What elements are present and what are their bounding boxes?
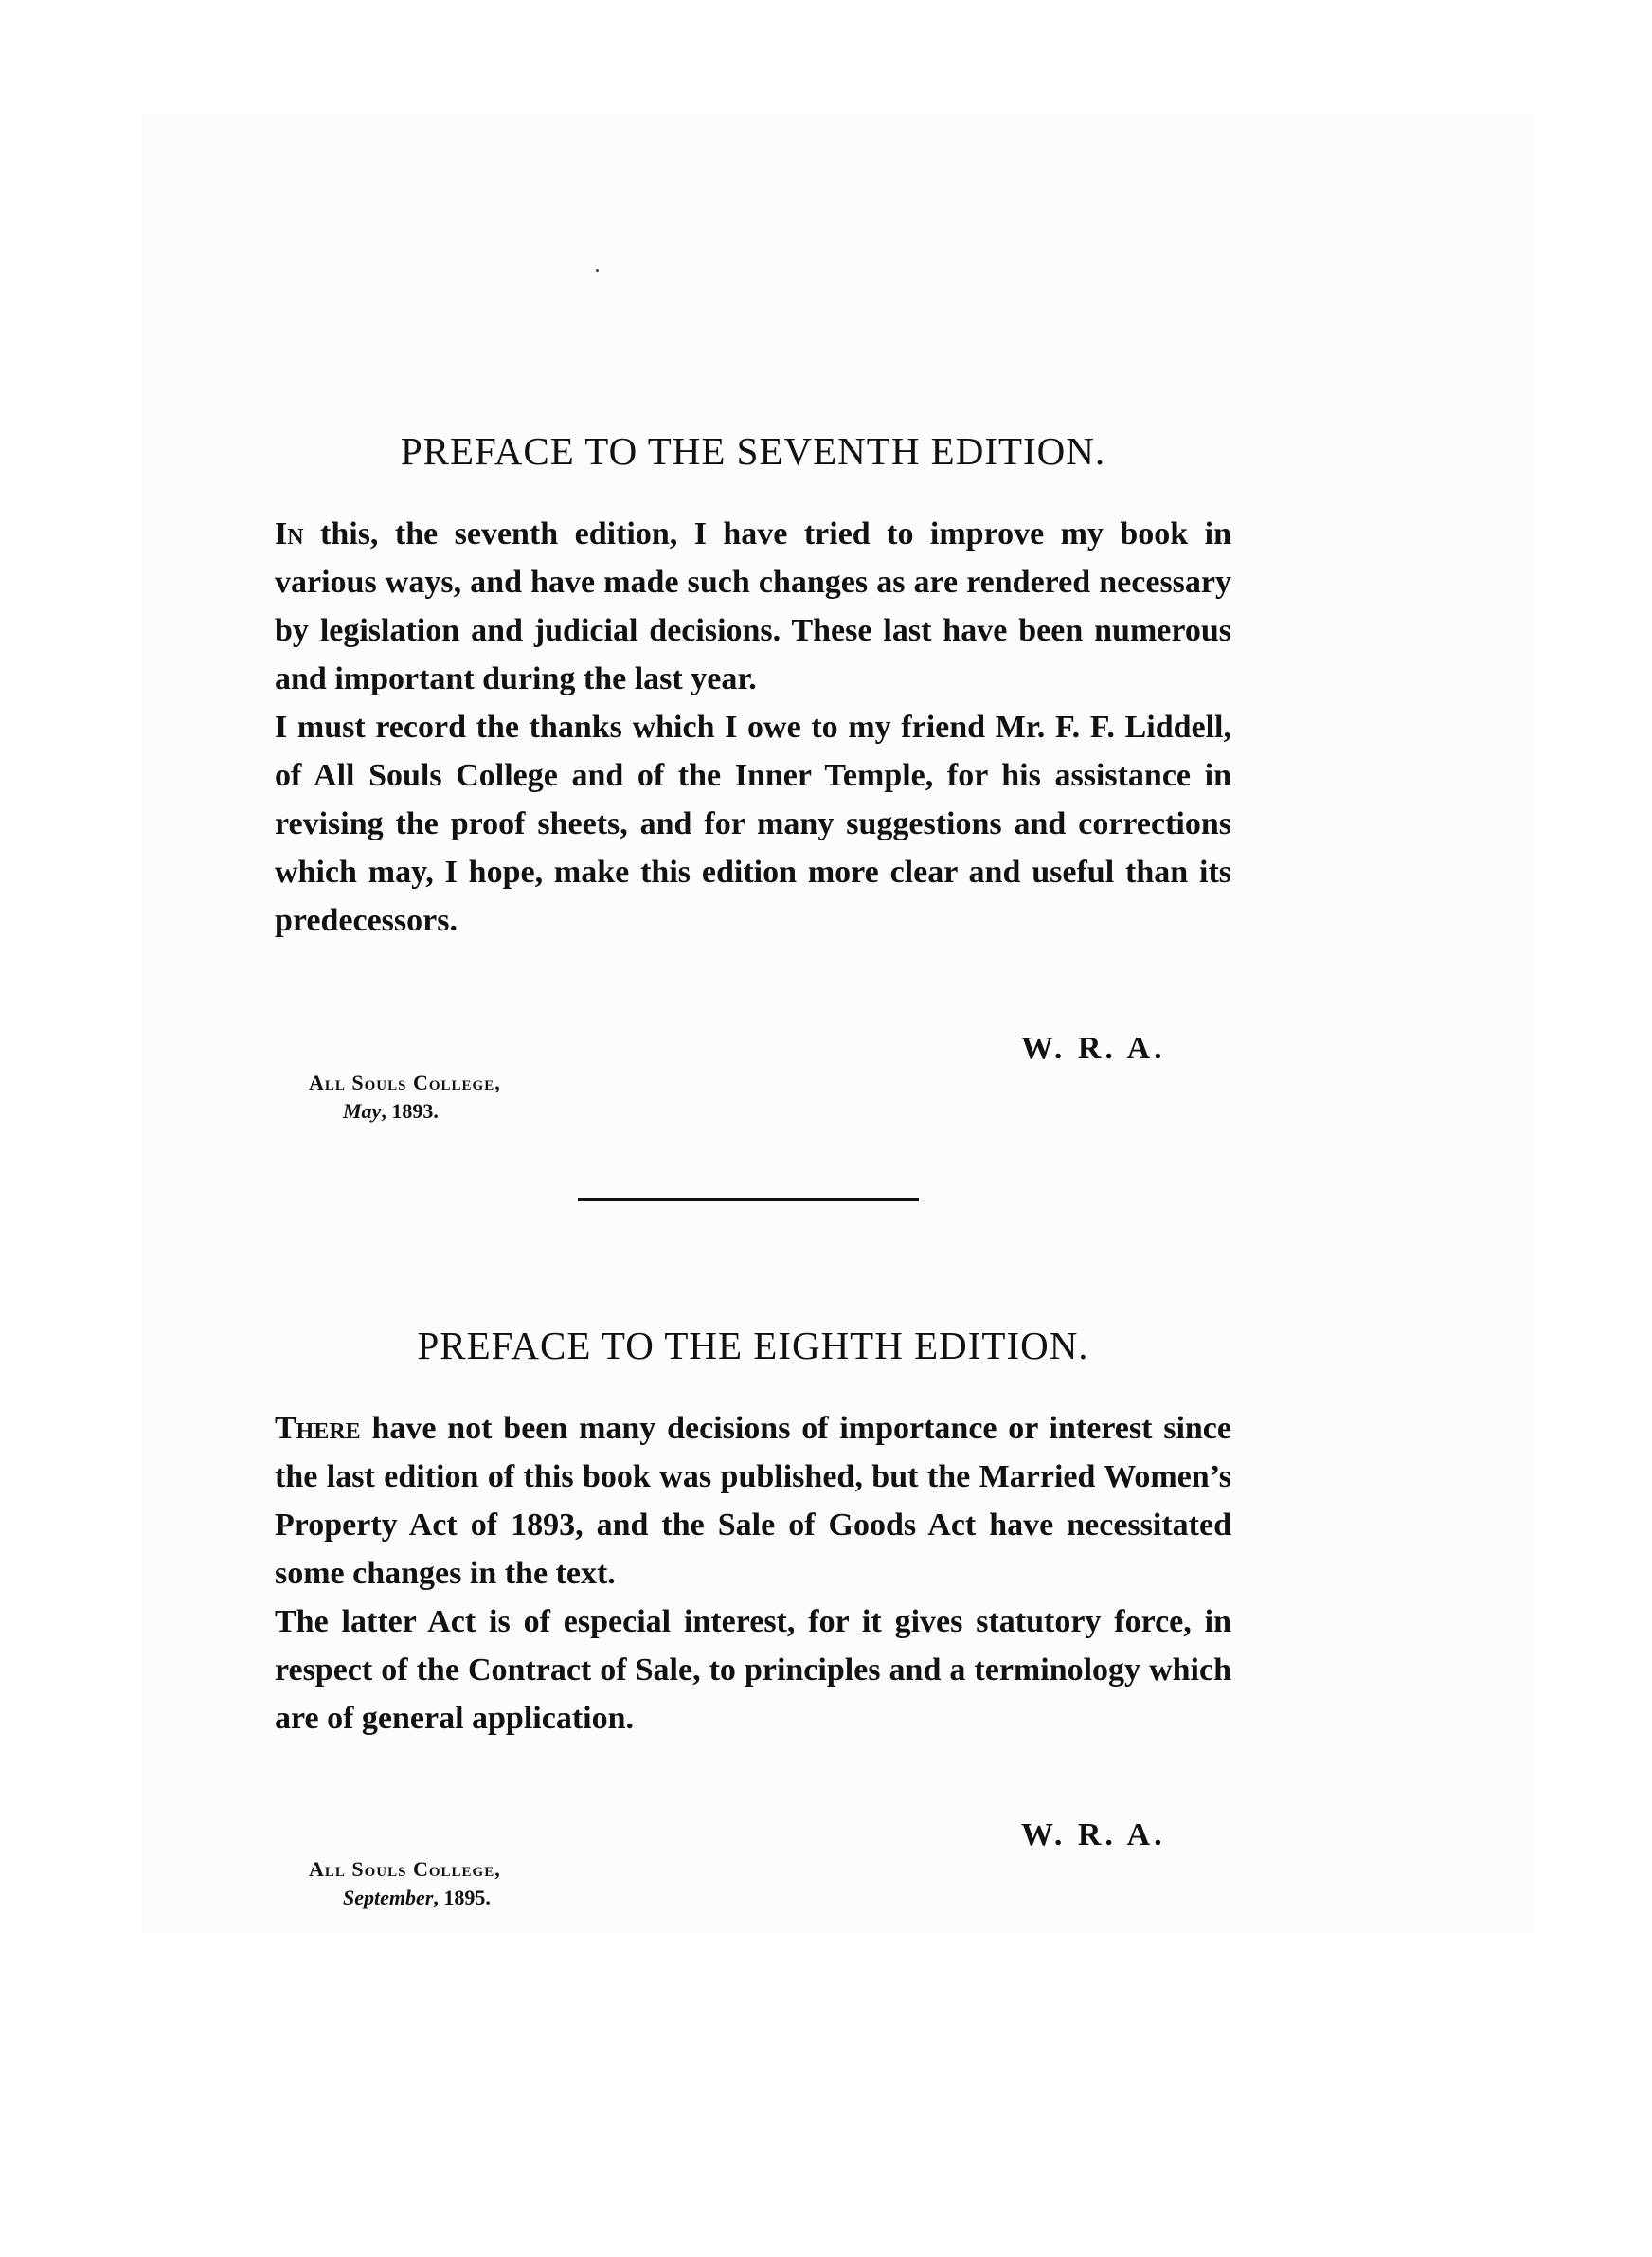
seventh-dateline — [309, 1069, 501, 1126]
seventh-lead-word: In — [275, 516, 304, 551]
eighth-paragraph-1 — [275, 1404, 1231, 1598]
section-divider-rule — [578, 1198, 919, 1201]
seventh-dateline-place: All Souls College, — [309, 1071, 501, 1094]
eighth-lead-word: There — [275, 1411, 361, 1446]
eighth-dateline-date — [309, 1884, 501, 1912]
eighth-dateline-year: , 1895. — [433, 1886, 491, 1909]
eighth-paragraph-1-text: have not been many decisions of importance or interest since the last edition of this book was published, but the Married Women’s Property Act of 1893, and the Sale of Goods Act have necessitated some changes in the text. — [275, 1411, 1231, 1591]
seventh-paragraph-1-text: this, the seventh edition, I have tried to improve my book in various ways, and have made such changes as are rendered necessary by legislation and judicial decisions. These last have been numerous and important during the last year. — [275, 516, 1231, 696]
eighth-dateline-month: September — [343, 1886, 434, 1909]
eighth-dateline-place: All Souls College, — [309, 1857, 501, 1881]
seventh-dateline-date — [309, 1097, 501, 1126]
seventh-dateline-month: May — [343, 1099, 382, 1123]
seventh-paragraph-1 — [275, 510, 1231, 703]
print-speck — [596, 269, 599, 272]
eighth-signature-initials: W. R. A. — [1021, 1817, 1166, 1852]
seventh-edition-body — [275, 510, 1231, 945]
seventh-paragraph-2: I must record the thanks which I owe to my friend Mr. F. F. Liddell, of All Souls College and of the Inner Temple, for his assistance in revising the proof sheets, and for many suggestions and corrections which may, I hope, make this edition more clear and useful than its predecessors. — [275, 710, 1231, 938]
eighth-dateline — [309, 1855, 501, 1912]
eighth-edition-body — [275, 1404, 1231, 1742]
seventh-dateline-year: , 1893. — [381, 1099, 439, 1123]
eighth-edition-heading: PREFACE TO THE EIGHTH EDITION. — [417, 1324, 1089, 1367]
seventh-signature-initials: W. R. A. — [1021, 1031, 1166, 1066]
eighth-paragraph-2: The latter Act is of especial interest, for it gives statutory force, in respect of the Contract of Sale, to principles and a terminology which are of general application. — [275, 1604, 1231, 1736]
seventh-edition-heading: PREFACE TO THE SEVENTH EDITION. — [400, 429, 1106, 473]
